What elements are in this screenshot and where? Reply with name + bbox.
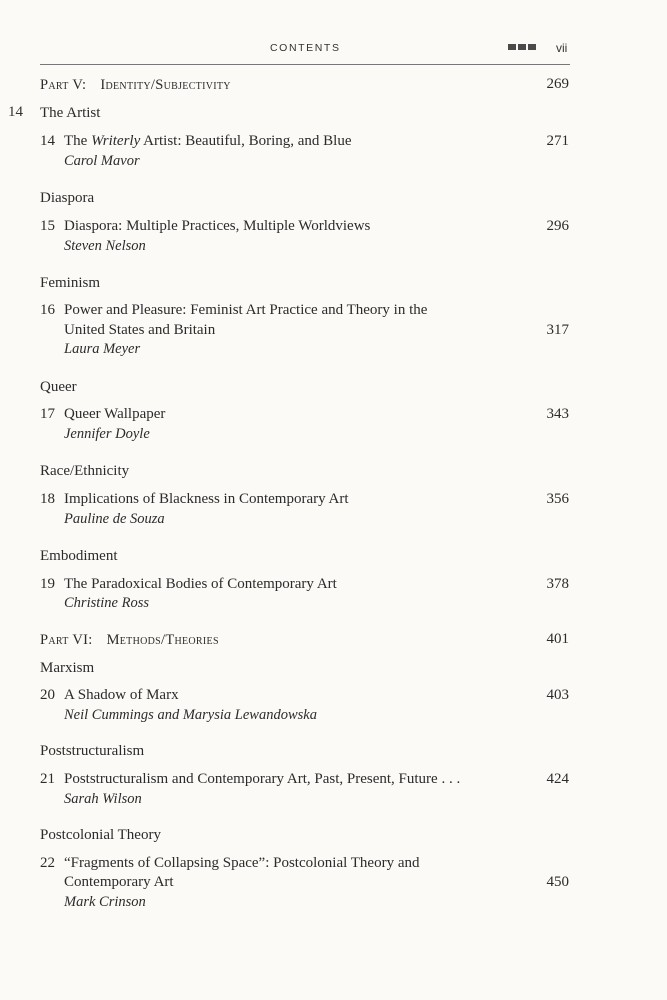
part-title: Identity/Subjectivity xyxy=(100,77,231,93)
chapter-title: 14 The Writerly Artist: Beautiful, Boring, and Blue xyxy=(40,133,352,149)
chapter-title: 18 Implications of Blackness in Contemporary Art xyxy=(40,491,349,507)
chapter-page-number: 271 xyxy=(546,133,569,149)
section-heading: Postcolonial Theory xyxy=(40,827,161,843)
section-heading: Feminism xyxy=(40,275,101,291)
chapter-author: Neil Cummings and Marysia Lewandowska xyxy=(64,707,317,723)
chapter-author: Pauline de Souza xyxy=(64,511,165,527)
part-page-number: 401 xyxy=(546,631,569,647)
page-number: vii xyxy=(556,41,568,55)
running-header xyxy=(0,42,667,56)
chapter-page-number: 450 xyxy=(546,874,569,890)
chapter-title: 20 A Shadow of Marx xyxy=(40,687,179,703)
section-heading: Queer xyxy=(40,379,77,395)
chapter-author: Steven Nelson xyxy=(64,238,146,254)
section-heading: Embodiment xyxy=(40,548,118,564)
part-title: Methods/Theories xyxy=(106,632,219,648)
chapter-number: 20 xyxy=(40,687,55,703)
chapter-number: 14 xyxy=(40,133,55,149)
part-label: Part V: xyxy=(40,77,87,93)
part-heading xyxy=(40,77,231,94)
chapter-page-number: 424 xyxy=(546,771,569,787)
section-heading: Marxism xyxy=(40,660,95,676)
chapter-title: 15 Diaspora: Multiple Practices, Multiple Worldviews xyxy=(40,218,371,234)
chapter-number: 15 xyxy=(40,218,55,234)
section-heading: Race/Ethnicity xyxy=(40,463,130,479)
chapter-number: 19 xyxy=(40,576,55,592)
chapter-title-continued: Contemporary Art xyxy=(64,874,174,890)
section-heading: The Artist xyxy=(40,105,101,121)
chapter-title: 17 Queer Wallpaper xyxy=(40,406,166,422)
chapter-number: 16 xyxy=(40,302,55,318)
chapter-author: Laura Meyer xyxy=(64,341,141,357)
chapter-number: 17 xyxy=(40,406,55,422)
chapter-page-number: 296 xyxy=(546,218,569,234)
chapter-author: Carol Mavor xyxy=(64,153,140,169)
chapter-author: Jennifer Doyle xyxy=(64,426,150,442)
part-heading xyxy=(40,632,219,649)
ornament-squares-icon xyxy=(508,44,538,62)
chapter-page-number: 317 xyxy=(546,322,569,338)
running-title: CONTENTS xyxy=(270,42,341,54)
chapter-author: Sarah Wilson xyxy=(64,791,142,807)
chapter-title: 19 The Paradoxical Bodies of Contemporary Art xyxy=(40,576,337,592)
chapter-number: 18 xyxy=(40,491,55,507)
margin-number: 14 xyxy=(8,104,23,120)
chapter-page-number: 356 xyxy=(546,491,569,507)
chapter-title: 22 “Fragments of Collapsing Space”: Postcolonial Theory and xyxy=(40,855,420,871)
part-label: Part VI: xyxy=(40,632,93,648)
header-rule xyxy=(40,64,570,65)
chapter-page-number: 403 xyxy=(546,687,569,703)
chapter-page-number: 378 xyxy=(546,576,569,592)
chapter-number: 22 xyxy=(40,855,55,871)
chapter-number: 21 xyxy=(40,771,55,787)
section-heading: Poststructuralism xyxy=(40,743,145,759)
chapter-title-continued: United States and Britain xyxy=(64,322,216,338)
chapter-title: 21 Poststructuralism and Contemporary Art, Past, Present, Future . . . xyxy=(40,771,461,787)
chapter-page-number: 343 xyxy=(546,406,569,422)
part-page-number: 269 xyxy=(546,76,569,92)
chapter-author: Mark Crinson xyxy=(64,894,146,910)
section-heading: Diaspora xyxy=(40,190,95,206)
chapter-author: Christine Ross xyxy=(64,595,149,611)
chapter-title: 16 Power and Pleasure: Feminist Art Practice and Theory in the xyxy=(40,302,428,318)
